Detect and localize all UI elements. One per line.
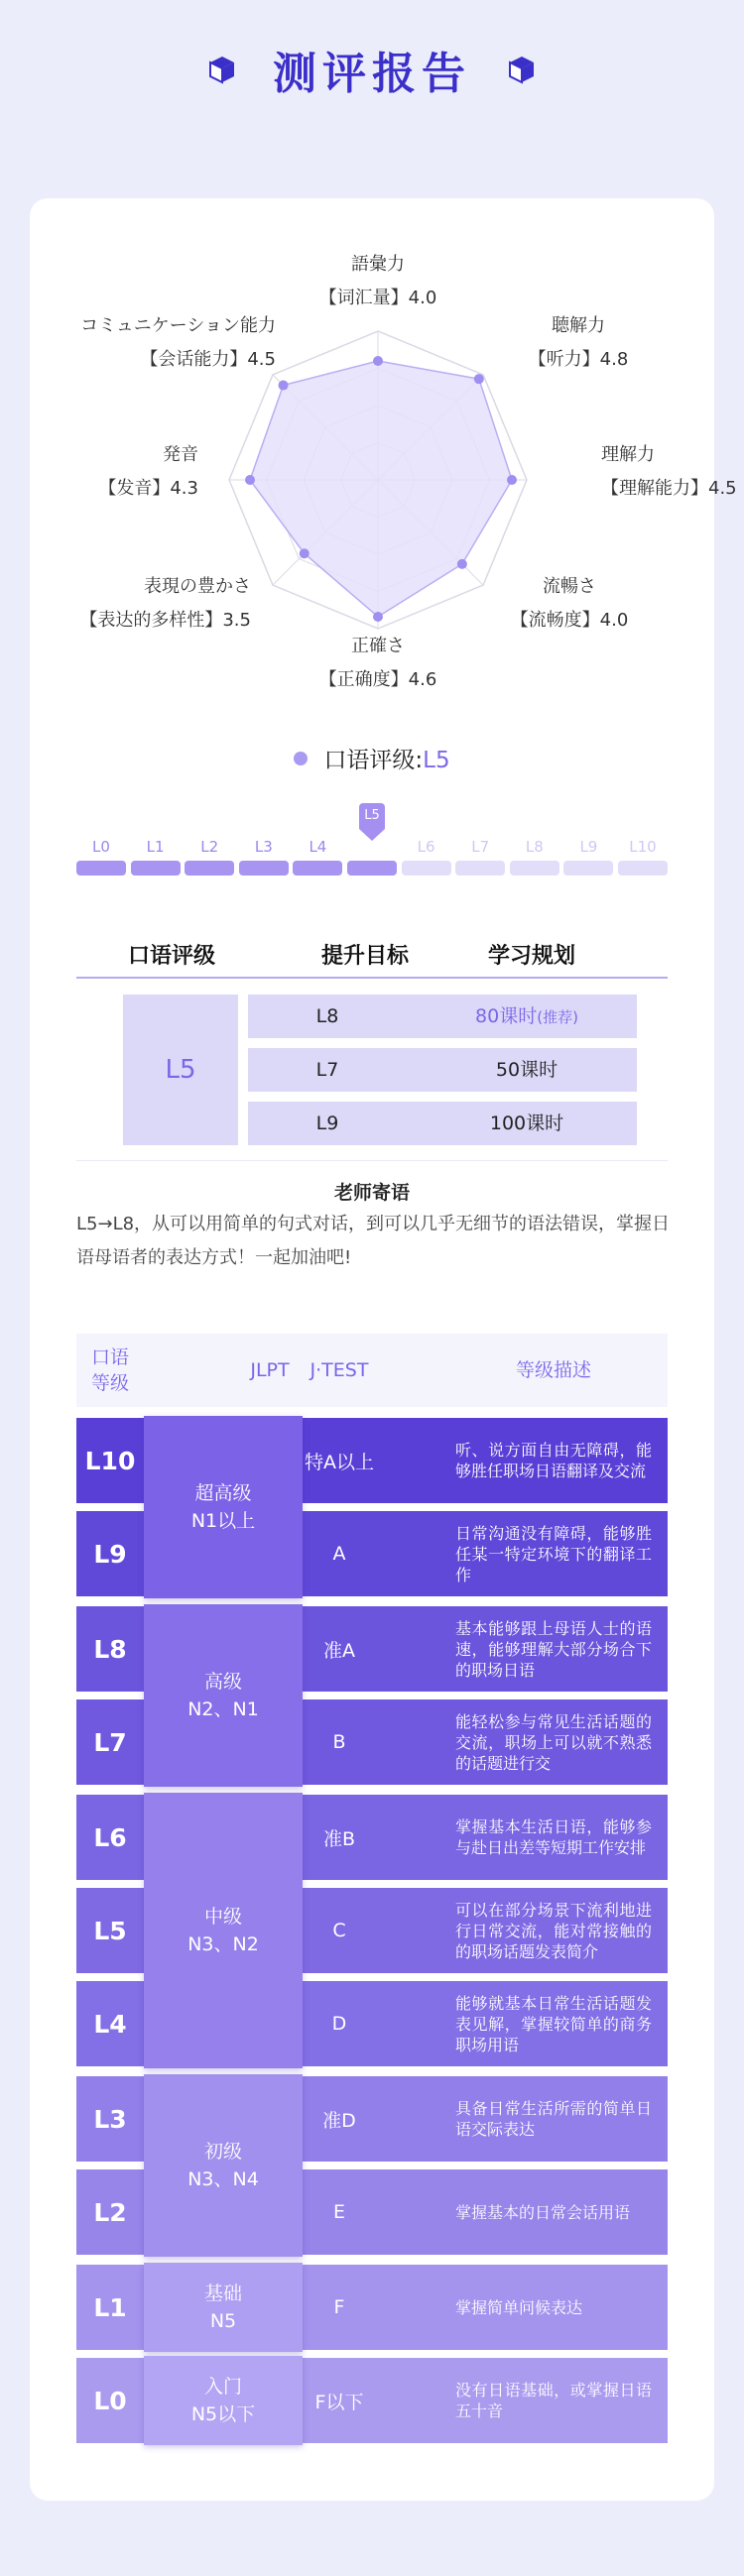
teacher-message-title: 老师寄语 [333, 1182, 410, 1204]
plan-current-level: L5 [123, 995, 238, 1145]
radar-axis-score: 【词汇量】4.0 [318, 288, 437, 308]
table-jlpt-group: 中级 N3、N2 [144, 1793, 303, 2068]
radar-data-point [474, 374, 484, 384]
level-scale-label: L0 [92, 838, 110, 856]
table-level: L8 [93, 1634, 127, 1664]
plan-hours-value: 100课时 [489, 1112, 564, 1134]
radar-axis-score: 【正确度】4.6 [318, 669, 437, 690]
teacher-message-text: L5→L8，从可以用简单的句式对话，到可以几乎无细节的语法错误，掌握日语母语者的表达方式！一起加油吧! [76, 1214, 671, 1268]
plan-hours [417, 1048, 637, 1092]
level-scale-label: L3 [254, 838, 273, 856]
plan-hours-value: 80课时 [475, 1005, 538, 1027]
page-title: 测评报告 [273, 49, 471, 99]
table-jlpt-group: 入门 N5以下 [144, 2356, 303, 2445]
radar-axis-score: 【表达的多样性】3.5 [79, 610, 251, 631]
table-level: L6 [93, 1822, 127, 1852]
oral-level-title [30, 742, 714, 774]
radar-axis-score: 【听力】4.8 [528, 349, 629, 370]
table-jlpt-group: 超高级 N1以上 [144, 1416, 303, 1598]
radar-axis-score: 【流畅度】4.0 [510, 610, 629, 631]
table-jlpt-group: 高级 N2、N1 [144, 1604, 303, 1787]
level-scale-label: L7 [471, 838, 490, 856]
radar-axis-score: 【发音】4.3 [98, 478, 198, 499]
radar-axis-label [319, 248, 437, 315]
radar-axis-name: 表現の豊かさ [144, 576, 251, 597]
marker-pointer-icon [359, 829, 385, 841]
table-desc: 掌握简单问候表达 [455, 2297, 583, 2317]
table-jtest: 特A以上 [305, 1451, 374, 1473]
level-scale-label: L10 [629, 838, 657, 856]
radar-data-point [279, 381, 289, 391]
plan-header-level: 口语评级 [128, 944, 216, 969]
recommended-note: (推荐) [537, 1008, 578, 1026]
level-scale-segment [402, 861, 451, 876]
table-jlpt-group: 基础 N5 [144, 2263, 303, 2352]
table-desc: 掌握基本生活日语，能够参与赴日出差等短期工作安排 [455, 1817, 652, 1857]
table-jtest: E [332, 2201, 345, 2223]
plan-table-header [76, 937, 668, 979]
table-jtest: 准A [323, 1639, 355, 1662]
table-level: L0 [93, 2386, 127, 2415]
level-scale-segment [76, 861, 126, 876]
table-level: L5 [93, 1916, 127, 1945]
table-level: L9 [93, 1539, 127, 1569]
radar-axis-score: 【会话能力】4.5 [140, 349, 276, 370]
table-level: L7 [93, 1727, 127, 1757]
level-scale-segment [455, 861, 505, 876]
radar-axis-name: 発音 [163, 444, 198, 465]
oral-level-label: 口语评级: [323, 748, 424, 773]
level-scale-label: L4 [309, 838, 327, 856]
plan-header-plan: 学习规划 [488, 944, 576, 969]
table-jtest: F以下 [314, 2391, 364, 2413]
radar-axis-name: 流暢さ [542, 576, 596, 597]
table-jtest: C [332, 1920, 346, 1941]
radar-data-point [373, 612, 383, 622]
table-header-desc: 等级描述 [515, 1359, 591, 1381]
radar-axis-name: 理解力 [601, 444, 655, 465]
radar-axis-name: コミュニケーション能力 [80, 315, 276, 336]
level-scale-segment [131, 861, 181, 876]
cube-icon [207, 55, 237, 84]
table-desc: 日常沟通没有障碍，能够胜任某一特定环境下的翻译工作 [455, 1523, 652, 1584]
level-scale-label: L2 [200, 838, 219, 856]
level-scale [76, 803, 668, 882]
table-jtest: F [333, 2296, 345, 2318]
table-jtest: A [332, 1543, 346, 1565]
radar-axis-score: 【理解能力】4.5 [601, 478, 737, 499]
table-header-jtest: J·TEST [310, 1359, 369, 1381]
radar-data-point [507, 475, 517, 485]
radar-axis-label [80, 309, 276, 377]
radar-data-point [373, 356, 383, 366]
radar-data-point [300, 548, 310, 558]
level-scale-segment [347, 861, 397, 876]
radar-axis-label [98, 438, 198, 506]
table-level: L10 [84, 1446, 136, 1475]
current-level-marker [359, 803, 385, 843]
table-header-level: 口语 等级 [90, 1347, 129, 1394]
radar-axis-label [511, 570, 629, 638]
plan-target-level: L9 [315, 1112, 339, 1134]
level-scale-label: L1 [146, 838, 165, 856]
radar-data-area [250, 361, 512, 617]
level-scale-segment [185, 861, 234, 876]
bullet-dot-icon [294, 752, 308, 765]
level-scale-label: L9 [579, 838, 598, 856]
table-level: L2 [93, 2197, 127, 2227]
table-jtest: 准B [322, 1827, 356, 1850]
level-scale-segment [618, 861, 668, 876]
radar-axis-name: 正確さ [350, 636, 405, 656]
plan-header-target: 提升目标 [321, 944, 410, 969]
oral-level-value: L5 [423, 748, 450, 773]
radar-axis-label [319, 630, 437, 697]
table-desc: 没有日语基础，或掌握日语五十音 [455, 2381, 652, 2420]
marker-label: L5 [359, 803, 385, 829]
table-jlpt-group: 初级 N3、N4 [144, 2074, 303, 2257]
table-desc: 能轻松参与常见生活话题的交流，职场上可以就不熟悉的话题进行交 [455, 1711, 652, 1773]
radar-data-point [457, 559, 467, 569]
table-jtest: 准D [322, 2109, 356, 2132]
level-scale-segment [239, 861, 289, 876]
level-scale-segment [293, 861, 342, 876]
plan-target-level: L8 [315, 1005, 339, 1027]
table-desc: 掌握基本的日常会话用语 [455, 2202, 631, 2222]
plan-target-level: L7 [315, 1059, 339, 1081]
radar-axis-name: 聴解力 [551, 315, 605, 336]
plan-row [248, 1048, 637, 1092]
radar-axis-name: 語彙力 [350, 254, 405, 275]
plan-hours [417, 1102, 637, 1145]
page-header [0, 30, 744, 109]
table-desc: 基本能够跟上母语人士的语速，能够理解大部分场合下的职场日语 [455, 1618, 652, 1680]
plan-row [248, 995, 637, 1038]
table-desc: 能够就基本日常生活话题发表见解，掌握较简单的商务职场用语 [455, 1993, 652, 2054]
table-header-jlpt: JLPT [250, 1359, 290, 1381]
table-level: L1 [93, 2292, 127, 2322]
level-scale-segment [563, 861, 613, 876]
level-scale-label: L6 [417, 838, 435, 856]
radar-axis-label [529, 309, 629, 377]
plan-hours-value: 50课时 [495, 1059, 558, 1081]
table-desc: 听、说方面自由无障碍，能够胜任职场日语翻译及交流 [455, 1441, 652, 1480]
plan-row [248, 1102, 637, 1145]
radar-data-point [245, 475, 255, 485]
table-jtest: D [331, 2013, 347, 2035]
table-level: L4 [93, 2009, 127, 2039]
divider [76, 1160, 668, 1161]
radar-axis-label [79, 570, 251, 638]
table-level: L3 [93, 2104, 127, 2134]
level-scale-label: L8 [525, 838, 544, 856]
level-scale-segment [510, 861, 559, 876]
table-desc: 可以在部分场景下流利地进行日常交流，能对常接触的的职场话题发表简介 [455, 1900, 652, 1961]
table-desc: 具备日常生活所需的简单日语交际表达 [455, 2099, 652, 2139]
level-table-header [76, 1334, 668, 1407]
table-jtest: B [332, 1731, 346, 1753]
cube-icon [507, 55, 537, 84]
radar-axis-label [601, 438, 737, 506]
report-card [30, 198, 737, 2501]
plan-hours [417, 995, 637, 1039]
